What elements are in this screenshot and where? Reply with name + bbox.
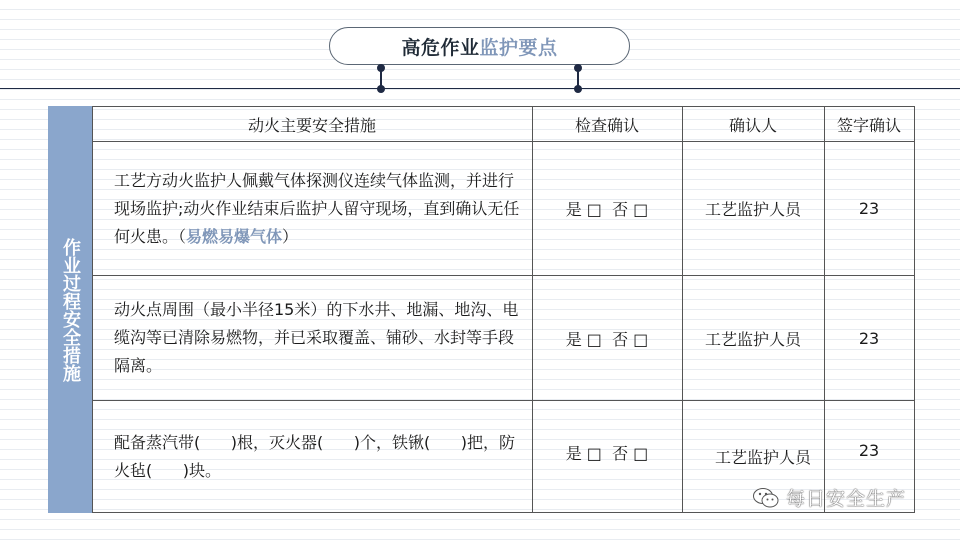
confirmer: 工艺监护人员 [704,329,801,349]
check-confirm[interactable]: 是 □ 否 □ [565,200,649,219]
header-check: 检查确认 [574,115,639,135]
header-divider [0,88,960,89]
watermark-text: 每日安全生产 [786,488,907,510]
check-confirm[interactable]: 是 □ 否 □ [565,329,649,349]
watermark [752,484,906,511]
header-measures: 动火主要安全措施 [247,115,376,135]
signature: 23 [858,328,880,348]
confirmer: 工艺监护人员 [714,448,811,467]
signature: 23 [858,441,880,460]
table-line [92,512,915,513]
confirmer: 工艺监护人员 [704,200,801,219]
signature: 23 [858,199,880,218]
measure-text [114,167,524,251]
measure-highlight: 易燃易爆气体 [186,226,283,246]
measure-text-tail: ） [282,226,299,246]
header-confirmer: 确认人 [728,115,777,135]
section-sidebar [48,106,92,513]
connector-dot-left-bottom [377,85,385,93]
table-line [914,106,915,513]
wechat-icon [752,487,780,509]
connector-dot-left [377,64,385,72]
measure-text: 动火点周围（最小半径15米）的下水井、地漏、地沟、电缆沟等已清除易燃物，并已采取覆盖、铺砂、水封等手段隔离。 [114,300,519,375]
table-row-measure [92,401,532,512]
sidebar-label: 作业过程安全措施 [60,237,81,382]
title-part-1: 高危作业 [401,36,480,59]
table-row-measure [92,142,532,275]
check-confirm[interactable]: 是 □ 否 □ [565,444,649,463]
measure-text-main: 工艺方动火监护人佩戴气体探测仪连续气体监测，并进行现场监护;动火作业结束后监护人留守现场，直到确认无任何火患。（ [114,170,520,246]
measure-text: 配备蒸汽带( )根，灭火器( )个，铁锹( )把，防火毡( )块。 [114,432,516,480]
title-part-2: 监护要点 [479,36,558,59]
header-signature: 签字确认 [836,115,901,135]
page-title [329,27,630,65]
connector-dot-right-bottom [574,85,582,93]
table-row-measure [92,276,532,400]
connector-dot-right [574,64,582,72]
